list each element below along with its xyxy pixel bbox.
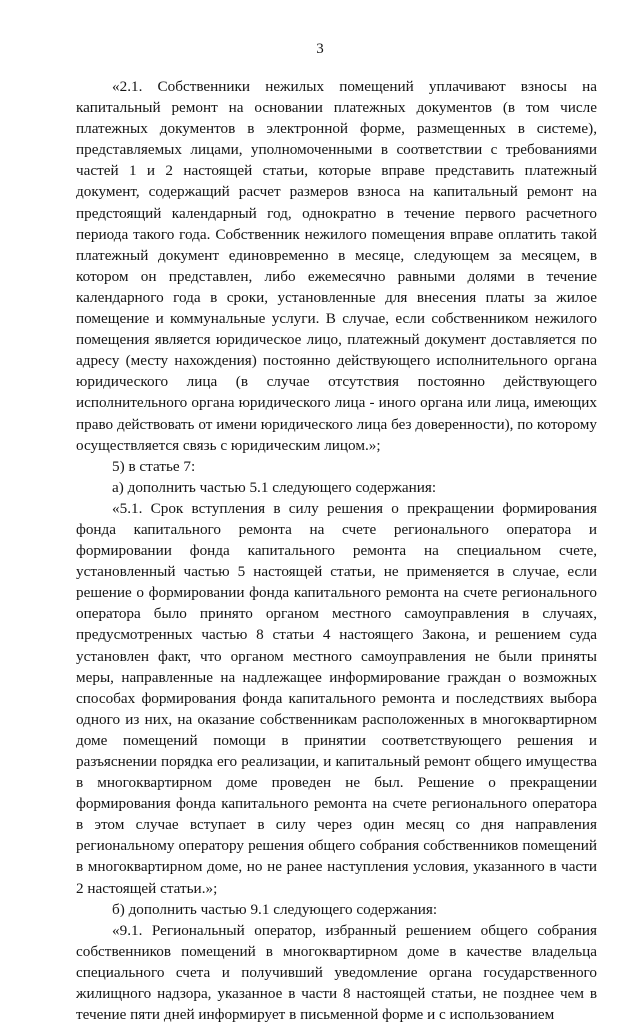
document-body <box>76 76 597 1025</box>
paragraph-2-1-amendment: «2.1. Собственники нежилых помещений уплачивают взносы на капитальный ремонт на основании платежных документов (в том числе платежных документов в электронной форме, размещенных в системе), представляемых лицами, уполномоченными в соответствии с требованиями частей 1 и 2 настоящей статьи, которые вправе представить платежный документ, содержащий расчет размеров взноса на капитальный ремонт на предстоящий календарный год, однократно в течение первого расчетного периода такого года. Собственник нежилого помещения вправе оплатить такой платежный документ единовременно в месяце, следующем за месяцем, в котором он представлен, либо ежемесячно равными долями в течение календарного года в сроки, установленные для внесения платы за жилое помещение и коммунальные услуги. В случае, если собственником нежилого помещения является юридическое лицо, платежный документ доставляется по адресу (месту нахождения) постоянно действующего исполнительного органа юридического лица (в случае отсутствия постоянно действующего исполнительного органа юридического лица - иного органа или лица, имеющих право действовать от имени юридического лица без доверенности), по которому осуществляется связь с юридическим лицом.»; <box>76 78 597 454</box>
paragraph-item-b: б) дополнить частью 9.1 следующего содержания: <box>112 900 438 918</box>
paragraph-5-1-amendment: «5.1. Срок вступления в силу решения о прекращении формирования фонда капитального ремонта на счете регионального оператора и формировании фонда капитального ремонта на специальном счете, установленный частью 5 настоящей статьи, не применяется в случае, если решение о формировании фонда капитального ремонта на счете регионального оператора было принято органом местного самоуправления в случаях, предусмотренных частью 8 статьи 4 настоящего Закона, и решением суда установлен факт, что органом местного самоуправления не были приняты меры, направленные на надлежащее информирование граждан о возможных способах формирования фонда капитального ремонта и последствиях выбора одного из них, на оказание собственникам расположенных в многоквартирном доме помещений помощи в принятии соответствующего решения и разъяснении порядка его реализации, и капитальный ремонт общего имущества в многоквартирном доме проведен не был. Решение о прекращении формирования фонда капитального ремонта на счете регионального оператора в этом случае вступает в силу через один месяц со дня направления региональному оператору решения общего собрания собственников помещений в многоквартирном доме, но не ранее наступления условия, указанного в части 2 настоящей статьи.»; <box>76 499 597 897</box>
paragraph-item-a: а) дополнить частью 5.1 следующего содержания: <box>112 478 437 496</box>
paragraph-article-7-heading: 5) в статье 7: <box>112 457 196 475</box>
page-number: 3 <box>316 41 324 57</box>
paragraph-9-1-amendment: «9.1. Региональный оператор, избранный решением общего собрания собственников помещений в многоквартирном доме в качестве владельца специального счета и получивший уведомление органа государственного жилищного надзора, указанное в части 8 настоящей статьи, не позднее чем в течение пяти дней информирует в письменной форме и с использованием <box>76 921 597 1024</box>
